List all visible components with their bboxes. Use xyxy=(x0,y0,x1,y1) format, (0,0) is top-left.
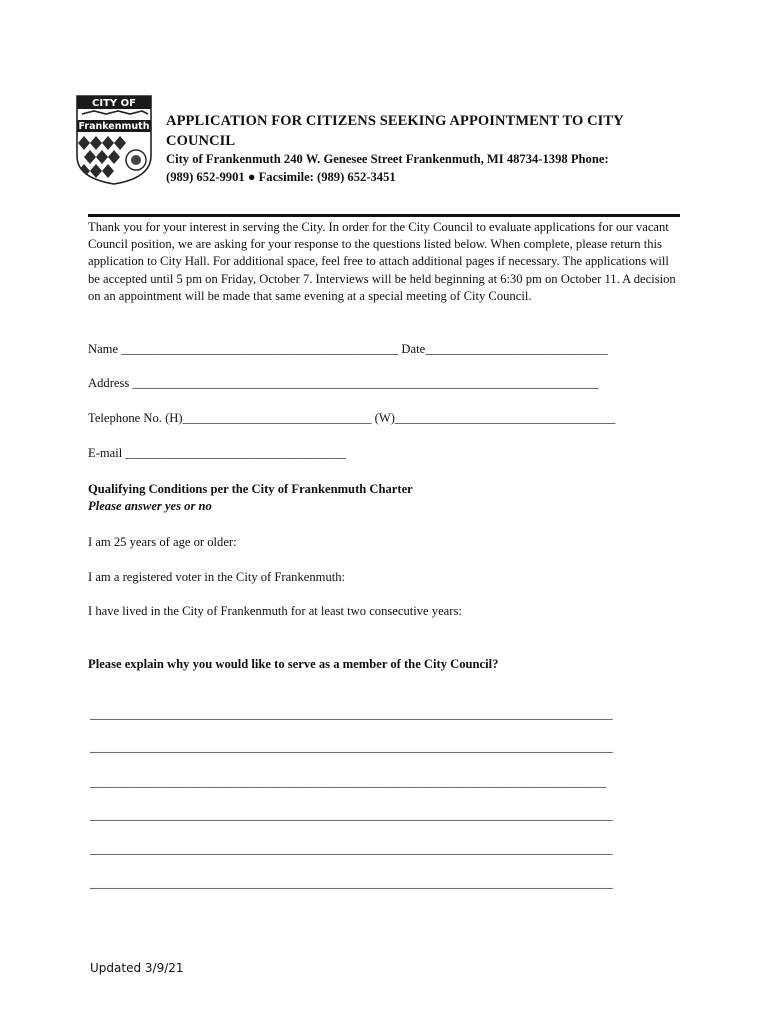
updated-date: Updated 3/9/21 xyxy=(90,961,184,975)
answer-line[interactable]: ___________________________________________________________________________________ xyxy=(90,707,613,721)
answer-line[interactable]: __________________________________________________________________________________ xyxy=(90,775,607,789)
answer-line[interactable]: ___________________________________________________________________________________ xyxy=(90,876,613,890)
question-registered-voter: I am a registered voter in the City of Frankenmuth: xyxy=(88,570,346,584)
address-line-1: City of Frankenmuth 240 W. Genesee Street Frankenmuth, MI 48734-1398 Phone: xyxy=(166,152,609,166)
explain-question: Please explain why you would like to serve as a member of the City Council? xyxy=(88,657,499,671)
header-divider xyxy=(88,214,680,217)
address-field[interactable]: Address __________________________________________________________________________ xyxy=(88,376,599,390)
city-address xyxy=(166,150,686,186)
qualifying-heading: Qualifying Conditions per the City of Frankenmuth Charter xyxy=(88,482,413,496)
email-field[interactable]: E-mail ___________________________________ xyxy=(88,446,346,460)
answer-line[interactable]: ___________________________________________________________________________________ xyxy=(90,808,613,822)
name-date-field[interactable]: Name ____________________________________________ Date_____________________________ xyxy=(88,342,608,356)
logo-top-text: CITY OF xyxy=(92,98,136,109)
answer-line[interactable]: ___________________________________________________________________________________ xyxy=(90,740,613,754)
address-line-2: (989) 652-9901 ● Facsimile: (989) 652-3451 xyxy=(166,170,396,184)
question-residency: I have lived in the City of Frankenmuth for at least two consecutive years: xyxy=(88,604,462,618)
form-title: APPLICATION FOR CITIZENS SEEKING APPOINTMENT TO CITY COUNCIL xyxy=(166,113,624,149)
logo-bottom-text: Frankenmuth xyxy=(78,121,150,132)
telephone-field[interactable]: Telephone No. (H)______________________________ (W)___________________________________ xyxy=(88,411,616,425)
answer-line[interactable]: ___________________________________________________________________________________ xyxy=(90,842,613,856)
city-logo xyxy=(74,94,154,186)
question-age: I am 25 years of age or older: xyxy=(88,535,237,549)
qualifying-subheading: Please answer yes or no xyxy=(88,499,212,513)
intro-paragraph: Thank you for your interest in serving the City. In order for the City Council to evaluate applications for our vacant Council position, we are asking for your response to the questions listed below. When complete, please return this application to City Hall. For additional space, feel free to attach additional pages if necessary. The applications will be accepted until 5 pm on Friday, October 7. Interviews will be held beginning at 6:30 pm on October 11. A decision on an appointment will be made that same evening at a special meeting of City Council. xyxy=(88,220,676,303)
